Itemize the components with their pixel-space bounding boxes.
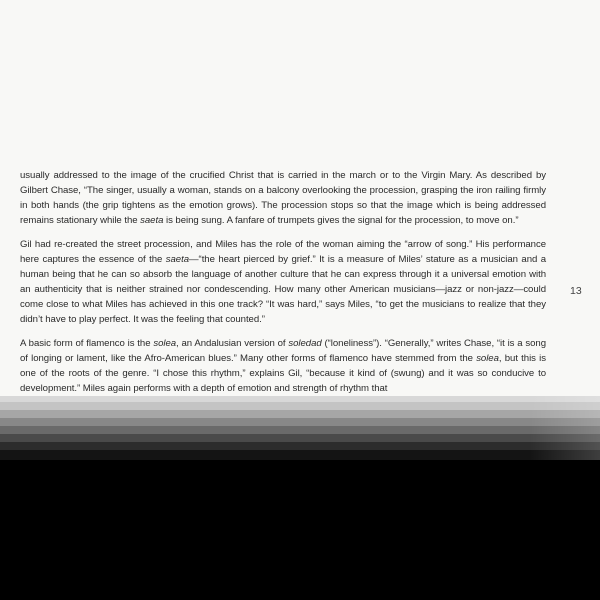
italic-term: saeta [165,254,189,265]
text-segment: Gil had re-created the street procession, and Miles has the role of the woman aiming the “arrow of song.” His performance here captures the essence of the [20,239,546,265]
text-segment: , an Andalusian version of [176,338,289,349]
text-segment: , but this is one of the roots of the genre. “I chose this rhythm,” explains Gil, “because it kind of (swung) and it was so conducive to development.” Miles again performs with a depth of emotion and strength of rhythm that [20,353,546,394]
scan-band-edge [530,396,600,460]
italic-term: saeta [140,215,164,226]
paragraph-p2 [20,237,546,327]
italic-term: solea [153,338,177,349]
body-text [20,168,546,405]
text-segment: (“loneliness”). “Generally,” writes Chase, “it is a song of longing or lament, like the Afro-American blues.” Many other forms of flamenco have stemmed from the [20,338,547,364]
text-segment: A basic form of flamenco is the [20,338,154,349]
paragraph-p1 [20,168,546,228]
text-segment: —“the heart pierced by grief.” It is a measure of Miles’ stature as a musician and a human being that he can so absorb the language of another culture that he can express through it a universal emotion with an authenticity that is neither strained nor condescending. How many other American musicians—jazz or non-jazz—could come close to what Miles has achieved in this one track? “It was hard,” says Miles, “to get the musicians to realize that they didn’t have to play perfect. It was the feeling that counted.” [20,254,547,325]
italic-term: solea [476,353,499,364]
page-number: 13 [570,285,582,297]
text-segment: usually addressed to the image of the crucified Christ that is carried in the march or to the Virgin Mary. As described by Gilbert Chase, “The singer, usually a woman, stands on a balcony overlooking the procession, grasping the iron railing firmly in both hands (the grip tightens as the emotion grows). The procession stops so that the image which is being addressed remains stationary while the [20,170,546,226]
scan-black-area [0,460,600,600]
scan-gradient-band [0,396,600,460]
italic-term: soledad [288,338,322,349]
text-segment: is being sung. A fanfare of trumpets gives the signal for the procession, to move on.” [163,215,519,226]
paragraph-p3 [20,336,546,396]
